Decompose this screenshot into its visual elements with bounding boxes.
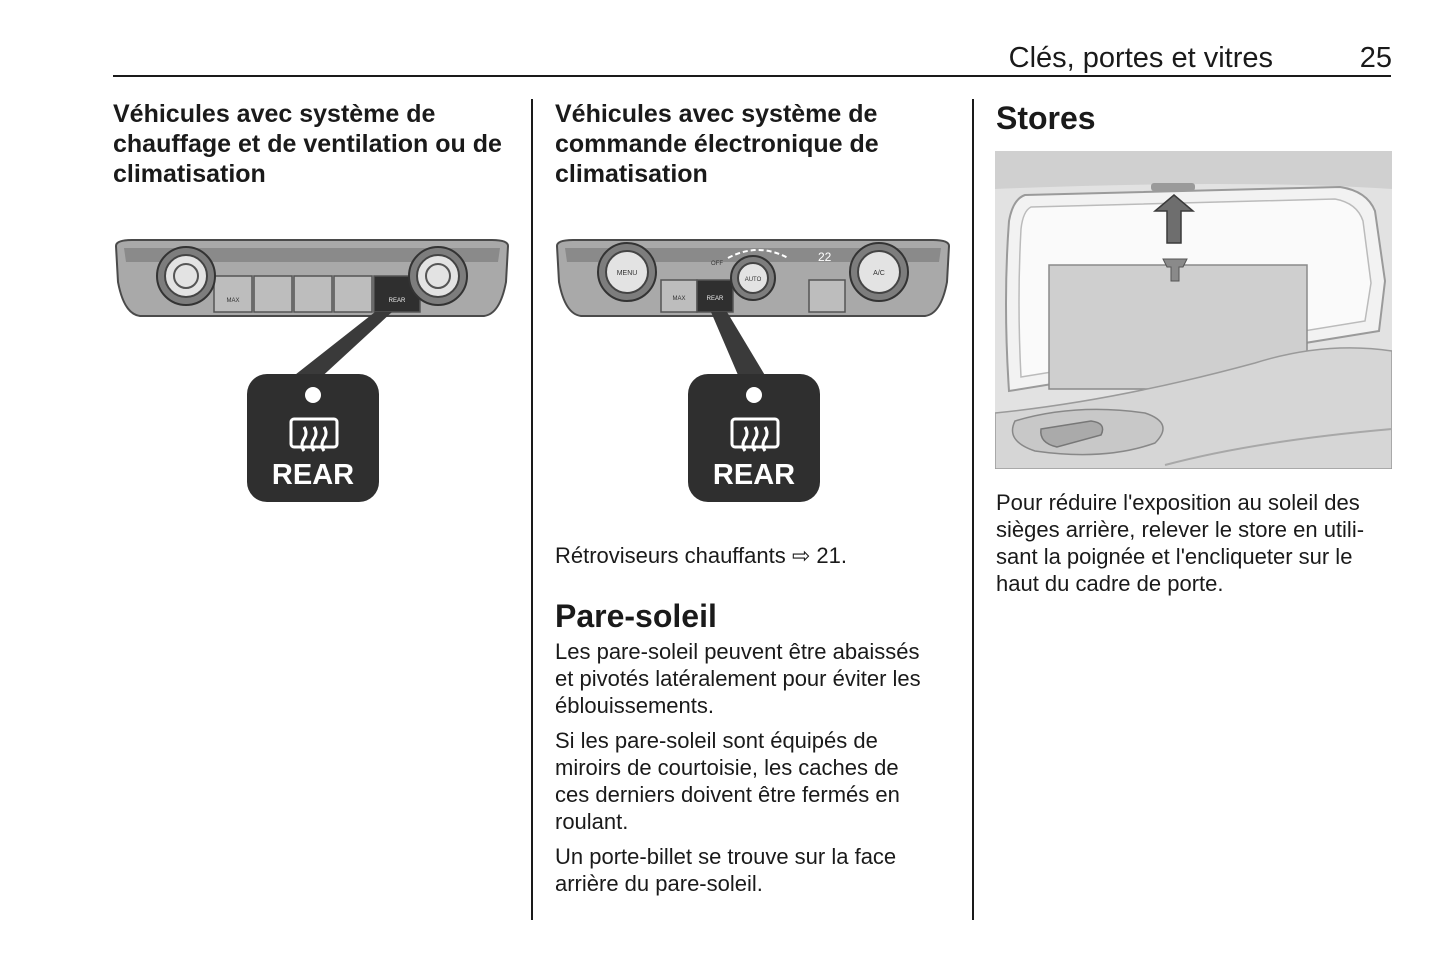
column-1 — [113, 99, 518, 189]
column-2-text — [555, 542, 960, 897]
column-divider-2 — [972, 99, 974, 920]
indicator-led — [746, 387, 762, 403]
callout-pointer — [286, 312, 392, 382]
column-2 — [555, 99, 960, 189]
panel-label-max: MAX — [226, 298, 240, 304]
paragraph-1 — [555, 638, 960, 719]
header-rule — [113, 75, 1391, 77]
blinds-paragraph — [996, 489, 1396, 597]
roof-lining — [995, 151, 1392, 189]
heading-line: Véhicules avec système de — [113, 100, 436, 128]
section-heading-electronic — [555, 99, 960, 189]
panel-label-off: OFF — [711, 261, 723, 267]
heading-line: climatisation — [555, 160, 708, 188]
paragraph-line: haut du cadre de porte. — [996, 571, 1224, 596]
climate-panel-figure-2 — [553, 232, 953, 508]
climate-panel-figure-1 — [112, 232, 512, 508]
paragraph-line: miroirs de courtoisie, les caches de — [555, 755, 899, 780]
crossref-page[interactable]: 21. — [816, 543, 847, 568]
paragraph-line: Les pare-soleil peuvent être abaissés — [555, 639, 920, 664]
paragraph-line: Si les pare-soleil sont équipés de — [555, 728, 878, 753]
panel-label-rear: REAR — [706, 296, 724, 302]
blind-hook — [1151, 183, 1195, 191]
column-divider-1 — [531, 99, 533, 920]
knob-menu-label: MENU — [616, 270, 638, 277]
heading-line: commande électronique de — [555, 130, 879, 158]
indicator-led — [305, 387, 321, 403]
heading-line: chauffage et de ventilation ou de — [113, 130, 502, 158]
crossref-arrow-icon: ⇨ — [791, 543, 811, 568]
knob-right — [409, 247, 467, 305]
section-title-blinds: Stores — [996, 100, 1096, 136]
paragraph-line: éblouissements. — [555, 693, 714, 718]
heading-line: Véhicules avec système de — [555, 100, 878, 128]
paragraph-2 — [555, 727, 960, 835]
panel-label-max: MAX — [672, 296, 686, 302]
header-title: Clés, portes et vitres — [1008, 42, 1273, 74]
callout-rear-label: REAR — [271, 459, 355, 491]
paragraph-line: Pour réduire l'exposition au soleil des — [996, 490, 1360, 515]
knob-auto-label: AUTO — [744, 277, 762, 283]
crossref-text: Rétroviseurs chauffants — [555, 543, 786, 568]
section-heading-heating — [113, 99, 518, 189]
section-title-sun-visors: Pare-soleil — [555, 598, 717, 634]
knob-ac-label: A/C — [873, 270, 885, 277]
callout-rear-label: REAR — [712, 459, 796, 491]
paragraph-line: ces derniers doivent être fermés en — [555, 782, 900, 807]
page-number: 25 — [1359, 42, 1392, 74]
temperature-display: 22 — [818, 250, 832, 264]
callout-pointer — [711, 312, 769, 382]
heading-line: climatisation — [113, 160, 266, 188]
panel-label-rear: REAR — [388, 298, 406, 304]
paragraph-line: roulant. — [555, 809, 629, 834]
knob-left — [157, 247, 215, 305]
paragraph-line: arrière du pare-soleil. — [555, 871, 763, 896]
crossref-heated-mirrors — [555, 542, 960, 569]
paragraph-line: sièges arrière, relever le store en utili- — [996, 517, 1365, 542]
panel-buttons — [214, 276, 420, 312]
paragraph-line: Un porte-billet se trouve sur la face — [555, 844, 897, 869]
rear-blind-figure — [995, 151, 1392, 469]
paragraph-line: et pivotés latéralement pour éviter les — [555, 666, 921, 691]
paragraph-line: sant la poignée et l'encliqueter sur le — [996, 544, 1353, 569]
paragraph-3 — [555, 843, 960, 897]
